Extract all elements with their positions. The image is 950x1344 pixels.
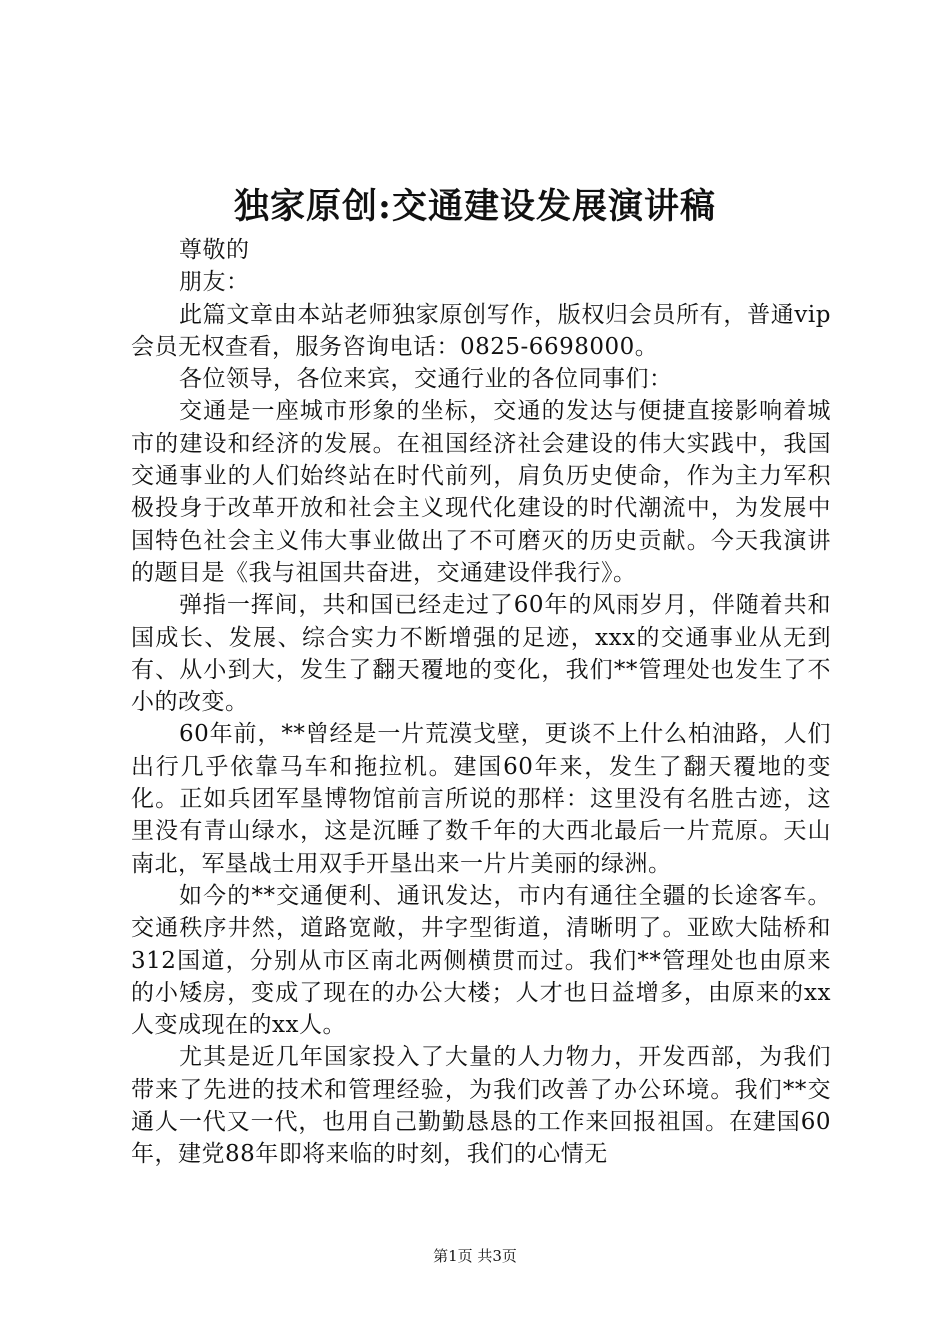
document-body <box>131 234 831 1171</box>
paragraph-body: 交通是一座城市形象的坐标，交通的发达与便捷直接影响着城市的建设和经济的发展。在祖国经济社会建设的伟大实践中，我国交通事业的人们始终站在时代前列，肩负历史使命，作为主力军积极投身于改革开放和社会主义现代化建设的时代潮流中，为发展中国特色社会主义伟大事业做出了不可磨灭的历史贡献。今天我演讲的题目是《我与祖国共奋进，交通建设伴我行》。 <box>131 398 831 586</box>
paragraph-body: 60年前，**曾经是一片荒漠戈壁，更谈不上什么柏油路，人们出行几乎依靠马车和拖拉机。建国60年来，发生了翻天覆地的变化。正如兵团军垦博物馆前言所说的那样：这里没有名胜古迹，这里没有青山绿水，这是沉睡了数千年的大西北最后一片荒原。天山南北，军垦战士用双手开垦出来一片片美丽的绿洲。 <box>131 721 831 877</box>
paragraph-body: 弹指一挥间，共和国已经走过了60年的风雨岁月，伴随着共和国成长、发展、综合实力不断增强的足迹，xxx的交通事业从无到有、从小到大，发生了翻天覆地的变化，我们**管理处也发生了不小的改变。 <box>131 592 831 716</box>
paragraph-greeting: 各位领导，各位来宾，交通行业的各位同事们： <box>179 366 673 393</box>
paragraph-body: 尤其是近几年国家投入了大量的人力物力，开发西部，为我们带来了先进的技术和管理经验，为我们改善了办公环境。我们**交通人一代又一代，也用自己勤勤恳恳的工作来回报祖国。在建国60年，建党88年即将来临的时刻，我们的心情无 <box>131 1044 831 1168</box>
paragraph-salutation-1: 尊敬的 <box>179 237 250 263</box>
paragraph-body: 如今的**交通便利、通讯发达，市内有通往全疆的长途客车。交通秩序井然，道路宽敞，井字型街道，清晰明了。亚欧大陆桥和312国道，分别从市区南北两侧横贯而过。我们**管理处也由原来的小矮房，变成了现在的办公大楼；人才也日益增多，由原来的xx人变成现在的xx人。 <box>131 882 831 1039</box>
page-number-footer: 第1页 共3页 <box>433 1247 517 1265</box>
paragraph-salutation-2: 朋友： <box>179 269 250 296</box>
paragraph-copyright-notice: 此篇文章由本站老师独家原创写作，版权归会员所有，普通vip会员无权查看，服务咨询电话：0825-6698000。 <box>131 301 831 360</box>
document-title: 独家原创:交通建设发展演讲稿 <box>234 186 716 227</box>
